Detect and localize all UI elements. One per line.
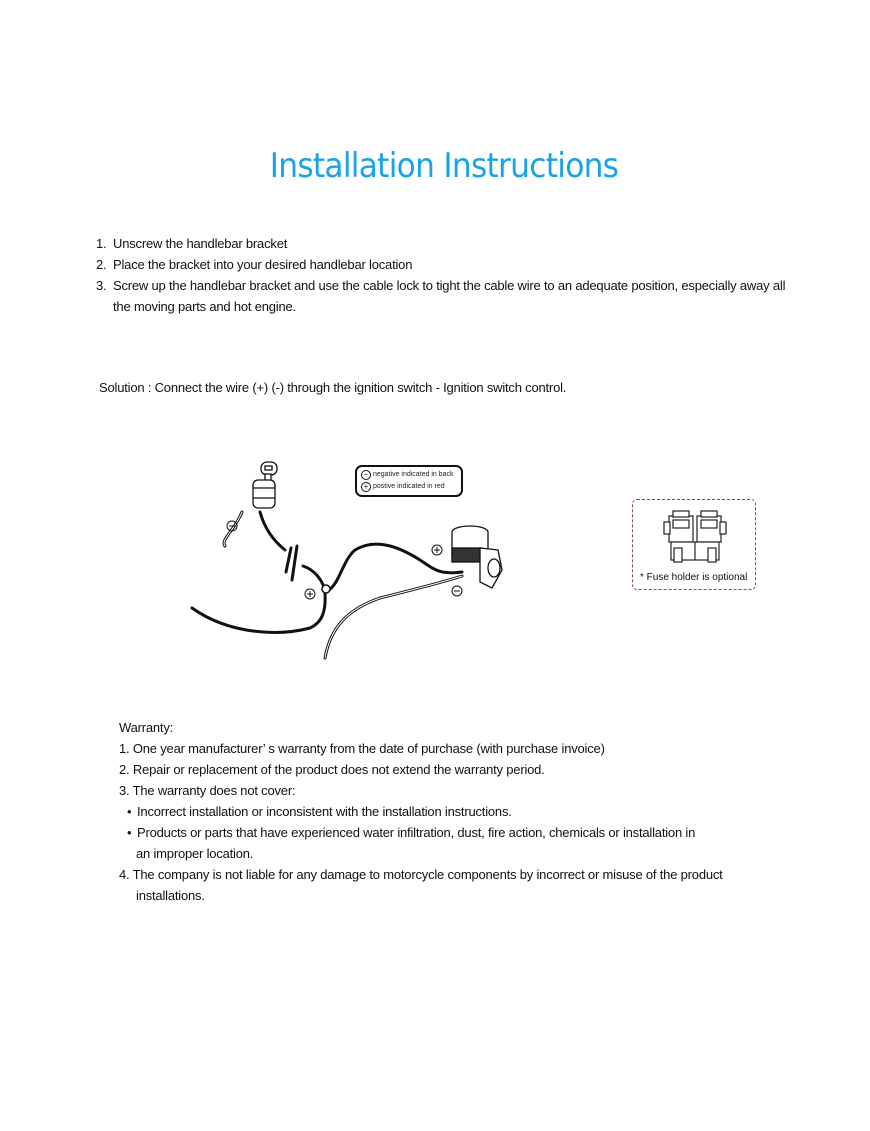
bullet-icon: • [127,804,132,819]
bullet-continuation: an improper location. [136,846,254,861]
warranty-item: 1. One year manufacturer’ s warranty from the date of purchase (with purchase invoice) [119,741,605,756]
warranty-bullet [119,801,723,822]
step-text: Unscrew the handlebar bracket [113,236,288,251]
warranty-heading: Warranty: [119,720,174,735]
warranty-item: 2. Repair or replacement of the product does not extend the warranty period. [119,762,545,777]
step-text: Place the bracket into your desired handlebar location [113,257,413,272]
step-item [96,233,785,254]
ground-wire [192,593,325,632]
solution-text: Solution : Connect the wire (+) (-) through the ignition switch - Ignition switch control. [99,380,567,395]
warranty-item: 4. The company is not liable for any damage to motorcycle components by incorrect or misuse of the product [119,867,723,882]
fuse-holder-callout [632,499,756,590]
fuse-optional-note: * Fuse holder is optional [640,572,748,583]
positive-icon: + [361,482,371,492]
fuse-holder-icon [661,508,729,566]
wire-break-mark [286,548,291,572]
junction-node [322,585,330,593]
wire-break-mark [292,546,297,580]
legend-item-positive [361,481,461,493]
step-number: 2. [96,257,107,272]
bullet-text: Products or parts that have experienced water infiltration, dust, fire action, chemicals or installation in [137,825,696,840]
ignition-key-switch-icon [253,462,277,508]
legend-text: negative indicated in back [373,471,454,478]
step-item [96,275,785,296]
warranty-section [119,717,723,906]
warranty-item: 3. The warranty does not cover: [119,783,296,798]
step-number: 3. [96,278,107,293]
step-number: 1. [96,236,107,251]
usb-charger-device-icon [452,526,502,588]
step-text: Screw up the handlebar bracket and use the cable lock to tight the cable wire to an adequate position, especially away all [113,278,786,293]
polarity-legend [355,465,463,497]
step-item [96,254,785,275]
page-title: Installation Instructions [269,146,619,186]
warranty-item-continuation: installations. [136,888,205,903]
legend-text: postive indicated in red [373,483,445,490]
bullet-text: Incorrect installation or inconsistent with the installation instructions. [137,804,512,819]
negative-icon: − [361,470,371,480]
legend-item-negative [361,469,461,481]
installation-steps [96,233,785,317]
switch-positive-wire [260,512,285,550]
warranty-bullet [119,822,723,843]
step-continuation: the moving parts and hot engine. [113,299,296,314]
bullet-icon: • [127,825,132,840]
